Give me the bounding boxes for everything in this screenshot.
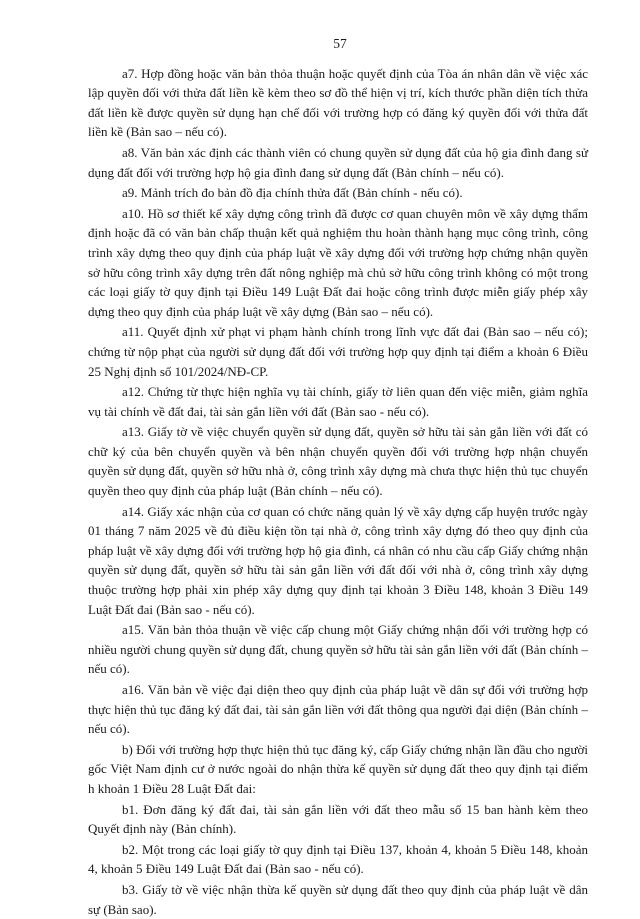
paragraph-a15: a15. Văn bản thỏa thuận về việc cấp chung một Giấy chứng nhận đối với trường hợp có nhiều người chung quyền sử dụng đất, chung quyền sở hữu tài sản gắn liền với đất (Bản chính – nếu có). <box>88 622 588 677</box>
page-number: 57 <box>333 36 347 51</box>
paragraph-b1: b1. Đơn đăng ký đất đai, tài sản gắn liền với đất theo mẫu số 15 ban hành kèm theo Quyết định này (Bản chính). <box>88 801 588 837</box>
paragraph-a12: a12. Chứng từ thực hiện nghĩa vụ tài chính, giấy tờ liên quan đến việc miễn, giảm nghĩa vụ tài chính về đất đai, tài sản gắn liền với đất (Bản sao - nếu có). <box>88 384 588 419</box>
paragraph-a14: a14. Giấy xác nhận của cơ quan có chức năng quản lý về xây dựng cấp huyện trước ngày 01 tháng 7 năm 2025 về đủ điều kiện tồn tại nhà ở, công trình xây dựng đó theo quy định của pháp luật về xây dựng đối với trường hợp hộ gia đình, cá nhân có nhu cầu cấp Giấy chứng nhận quyền sử dụng đất, quyền sở hữu tài sản gắn liền với đất đối với nhà ở, công trình xây dựng thuộc trường hợp phải xin phép xây dựng quy định tại khoản 3 Điều 148, khoản 3 Điều 149 Luật Đất đai (Bản sao - nếu có). <box>88 503 588 617</box>
paragraph-b2: b2. Một trong các loại giấy tờ quy định tại Điều 137, khoản 4, khoản 5 Điều 148, khoản 4, khoản 5 Điều 149 Luật Đất đai (Bản sao - nếu có). <box>88 841 588 877</box>
paragraph-a9: a9. Mảnh trích đo bản đồ địa chính thửa đất (Bản chính - nếu có). <box>122 185 463 201</box>
paragraph-b3: b3. Giấy tờ về việc nhận thừa kế quyền sử dụng đất theo quy định của pháp luật về dân sự (Bản sao). <box>88 881 588 917</box>
paragraph-b: b) Đối với trường hợp thực hiện thủ tục đăng ký, cấp Giấy chứng nhận lần đầu cho người gốc Việt Nam định cư ở nước ngoài do nhận thừa kế quyền sử dụng đất theo quy định tại điểm h khoản 1 Điều 28 Luật Đất đai: <box>88 741 588 796</box>
paragraph-a11: a11. Quyết định xử phạt vi phạm hành chính trong lĩnh vực đất đai (Bản sao – nếu có); chứng từ nộp phạt của người sử dụng đất đối với trường hợp quy định tại điểm a khoản 6 Điều 25 Nghị định số 101/2024/NĐ-CP. <box>88 324 588 379</box>
paragraph-a10: a10. Hồ sơ thiết kế xây dựng công trình đã được cơ quan chuyên môn về xây dựng thẩm định hoặc đã có văn bản chấp thuận kết quả nghiệm thu hoàn thành hạng mục công trình, công trình xây dựng theo quy định của pháp luật về xây dựng đối với trường hợp chứng nhận quyền sở hữu công trình xây dựng trên đất nông nghiệp mà chủ sở hữu công trình không có một trong các loại giấy tờ quy định tại Điều 149 Luật Đất đai hoặc công trình được miễn giấy phép xây dựng theo quy định của pháp luật về xây dựng (Bản sao – nếu có). <box>88 205 588 319</box>
paragraph-a8: a8. Văn bản xác định các thành viên có chung quyền sử dụng đất của hộ gia đình đang sử dụng đất đối với trường hợp hộ gia đình đang sử dụng đất (Bản chính – nếu có). <box>88 144 588 180</box>
paragraph-a13: a13. Giấy tờ về việc chuyển quyền sử dụng đất, quyền sở hữu tài sản gắn liền với đất có chữ ký của bên chuyển quyền và bên nhận chuyển quyền đối với trường hợp nhận chuyển quyền sử dụng đất, quyền sở hữu nhà ở, công trình xây dựng mà chưa thực hiện thủ tục chuyển quyền theo quy định của pháp luật (Bản chính – nếu có). <box>88 424 588 499</box>
paragraph-a16: a16. Văn bản về việc đại diện theo quy định của pháp luật về dân sự đối với trường hợp thực hiện thủ tục đăng ký đất đai, tài sản gắn liền với đất thông qua người đại diện (Bản chính – nếu có). <box>88 682 588 737</box>
paragraph-a7: a7. Hợp đồng hoặc văn bản thỏa thuận hoặc quyết định của Tòa án nhân dân về việc xác lập quyền đối với thửa đất liền kề kèm theo sơ đồ thể hiện vị trí, kích thước phần diện tích thửa đất liền kề được quyền sử dụng hạn chế đối với trường hợp có đăng ký quyền đối với thửa đất liền kề (Bản sao – nếu có). <box>88 65 588 140</box>
